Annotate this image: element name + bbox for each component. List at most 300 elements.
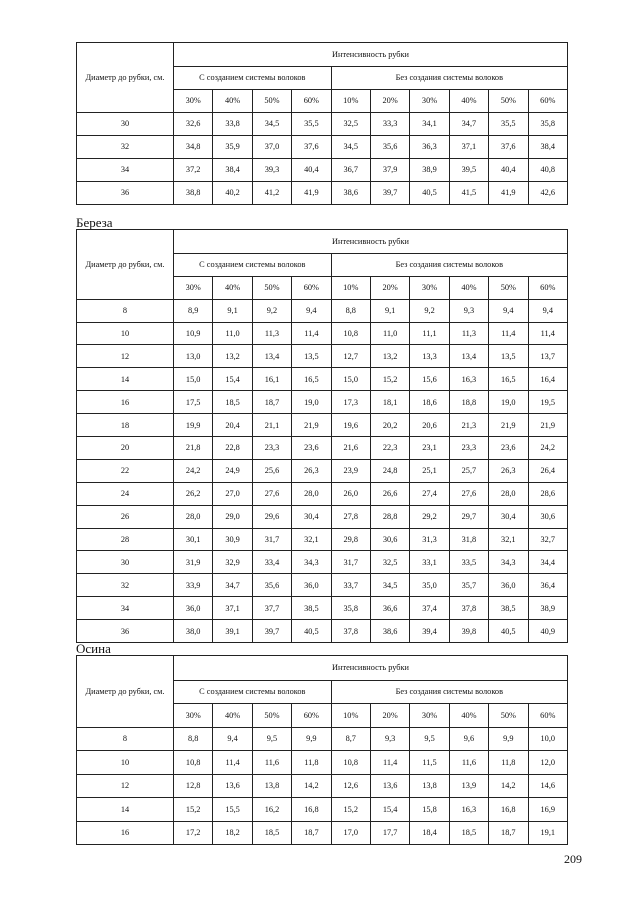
value-cell: 33,5 <box>449 551 488 574</box>
diameter-cell: 28 <box>77 528 174 551</box>
value-cell: 9,4 <box>528 299 568 322</box>
value-cell: 34,1 <box>410 113 449 136</box>
value-cell: 13,2 <box>370 345 409 368</box>
value-cell: 21,9 <box>489 414 528 437</box>
value-cell: 11,5 <box>410 751 449 775</box>
value-cell: 25,1 <box>410 459 449 482</box>
value-cell: 17,2 <box>174 821 213 845</box>
value-cell: 9,1 <box>213 299 252 322</box>
value-cell: 29,8 <box>331 528 370 551</box>
value-cell: 10,0 <box>528 727 568 751</box>
value-cell: 8,9 <box>174 299 213 322</box>
value-cell: 27,4 <box>410 482 449 505</box>
value-cell: 38,5 <box>292 597 331 620</box>
table-row <box>77 299 568 322</box>
value-cell: 34,5 <box>331 136 370 159</box>
value-cell: 17,5 <box>174 391 213 414</box>
value-cell: 28,6 <box>528 482 568 505</box>
diameter-cell: 34 <box>77 597 174 620</box>
intensity-header: Интенсивность рубки <box>174 230 568 254</box>
value-cell: 16,9 <box>528 798 568 822</box>
value-cell: 30,6 <box>528 505 568 528</box>
table-row <box>77 159 568 182</box>
intensity-header: Интенсивность рубки <box>174 43 568 67</box>
value-cell: 23,6 <box>292 437 331 460</box>
value-cell: 42,6 <box>528 182 568 205</box>
value-cell: 11,3 <box>449 322 488 345</box>
value-cell: 30,1 <box>174 528 213 551</box>
value-cell: 13,9 <box>449 774 488 798</box>
value-cell: 18,7 <box>252 391 291 414</box>
value-cell: 13,3 <box>410 345 449 368</box>
percent-header: 10% <box>331 90 370 113</box>
value-cell: 11,3 <box>252 322 291 345</box>
without-skid-header: Без создания системы волоков <box>331 67 567 90</box>
table-row <box>77 620 568 643</box>
value-cell: 35,5 <box>292 113 331 136</box>
percent-header: 60% <box>528 90 568 113</box>
value-cell: 33,7 <box>331 574 370 597</box>
value-cell: 11,6 <box>449 751 488 775</box>
value-cell: 36,3 <box>410 136 449 159</box>
diameter-cell: 8 <box>77 299 174 322</box>
value-cell: 35,8 <box>528 113 568 136</box>
value-cell: 13,0 <box>174 345 213 368</box>
percent-header: 40% <box>449 704 488 728</box>
percent-header: 40% <box>213 704 252 728</box>
value-cell: 36,0 <box>174 597 213 620</box>
value-cell: 30,4 <box>292 505 331 528</box>
data-table <box>76 229 568 643</box>
table-row <box>77 528 568 551</box>
value-cell: 15,5 <box>213 798 252 822</box>
value-cell: 25,6 <box>252 459 291 482</box>
value-cell: 28,0 <box>489 482 528 505</box>
diameter-cell: 30 <box>77 113 174 136</box>
value-cell: 31,8 <box>449 528 488 551</box>
value-cell: 9,9 <box>292 727 331 751</box>
value-cell: 33,8 <box>213 113 252 136</box>
value-cell: 9,3 <box>449 299 488 322</box>
value-cell: 18,7 <box>489 821 528 845</box>
value-cell: 29,7 <box>449 505 488 528</box>
value-cell: 37,8 <box>449 597 488 620</box>
value-cell: 13,5 <box>489 345 528 368</box>
percent-header: 30% <box>410 704 449 728</box>
diameter-cell: 16 <box>77 821 174 845</box>
value-cell: 19,0 <box>292 391 331 414</box>
table-row <box>77 574 568 597</box>
value-cell: 36,6 <box>370 597 409 620</box>
value-cell: 21,9 <box>292 414 331 437</box>
with-skid-header: С созданием системы волоков <box>174 67 332 90</box>
value-cell: 34,3 <box>489 551 528 574</box>
value-cell: 17,0 <box>331 821 370 845</box>
value-cell: 40,8 <box>528 159 568 182</box>
percent-header: 50% <box>252 704 291 728</box>
value-cell: 35,5 <box>489 113 528 136</box>
percent-header: 40% <box>449 90 488 113</box>
value-cell: 38,9 <box>410 159 449 182</box>
value-cell: 11,4 <box>489 322 528 345</box>
diameter-cell: 30 <box>77 551 174 574</box>
diameter-header: Диаметр до рубки, см. <box>77 43 174 113</box>
percent-header: 20% <box>370 90 409 113</box>
value-cell: 9,4 <box>489 299 528 322</box>
percent-header: 50% <box>489 276 528 299</box>
value-cell: 36,4 <box>528 574 568 597</box>
value-cell: 38,0 <box>174 620 213 643</box>
value-cell: 16,8 <box>489 798 528 822</box>
value-cell: 15,2 <box>174 798 213 822</box>
value-cell: 17,3 <box>331 391 370 414</box>
table-row <box>77 345 568 368</box>
value-cell: 28,8 <box>370 505 409 528</box>
value-cell: 11,8 <box>292 751 331 775</box>
value-cell: 19,0 <box>489 391 528 414</box>
value-cell: 13,8 <box>252 774 291 798</box>
percent-header: 60% <box>528 276 568 299</box>
value-cell: 36,7 <box>331 159 370 182</box>
value-cell: 19,6 <box>331 414 370 437</box>
value-cell: 10,8 <box>174 751 213 775</box>
value-cell: 34,7 <box>213 574 252 597</box>
table-row <box>77 597 568 620</box>
diameter-cell: 26 <box>77 505 174 528</box>
value-cell: 37,7 <box>252 597 291 620</box>
diameter-cell: 12 <box>77 345 174 368</box>
value-cell: 35,7 <box>449 574 488 597</box>
value-cell: 41,5 <box>449 182 488 205</box>
percent-header: 30% <box>174 276 213 299</box>
value-cell: 39,4 <box>410 620 449 643</box>
value-cell: 18,5 <box>449 821 488 845</box>
diameter-cell: 16 <box>77 391 174 414</box>
value-cell: 9,1 <box>370 299 409 322</box>
value-cell: 40,4 <box>292 159 331 182</box>
value-cell: 15,8 <box>410 798 449 822</box>
value-cell: 37,2 <box>174 159 213 182</box>
value-cell: 23,3 <box>252 437 291 460</box>
value-cell: 38,6 <box>370 620 409 643</box>
value-cell: 20,6 <box>410 414 449 437</box>
value-cell: 31,9 <box>174 551 213 574</box>
value-cell: 29,0 <box>213 505 252 528</box>
value-cell: 32,6 <box>174 113 213 136</box>
value-cell: 38,9 <box>528 597 568 620</box>
value-cell: 24,2 <box>174 459 213 482</box>
value-cell: 19,5 <box>528 391 568 414</box>
value-cell: 33,3 <box>370 113 409 136</box>
value-cell: 24,9 <box>213 459 252 482</box>
value-cell: 13,2 <box>213 345 252 368</box>
value-cell: 21,8 <box>174 437 213 460</box>
value-cell: 37,1 <box>213 597 252 620</box>
value-cell: 37,1 <box>449 136 488 159</box>
value-cell: 13,8 <box>410 774 449 798</box>
value-cell: 29,6 <box>252 505 291 528</box>
value-cell: 13,5 <box>292 345 331 368</box>
value-cell: 41,9 <box>292 182 331 205</box>
value-cell: 25,7 <box>449 459 488 482</box>
value-cell: 24,8 <box>370 459 409 482</box>
value-cell: 16,2 <box>252 798 291 822</box>
value-cell: 13,7 <box>528 345 568 368</box>
value-cell: 12,8 <box>174 774 213 798</box>
diameter-header: Диаметр до рубки, см. <box>77 656 174 728</box>
value-cell: 9,3 <box>370 727 409 751</box>
diameter-cell: 10 <box>77 751 174 775</box>
data-table <box>76 42 568 205</box>
value-cell: 41,9 <box>489 182 528 205</box>
value-cell: 35,6 <box>370 136 409 159</box>
value-cell: 38,4 <box>528 136 568 159</box>
value-cell: 27,8 <box>331 505 370 528</box>
value-cell: 15,0 <box>174 368 213 391</box>
value-cell: 34,5 <box>370 574 409 597</box>
value-cell: 18,7 <box>292 821 331 845</box>
value-cell: 14,6 <box>528 774 568 798</box>
table-aspen <box>76 655 567 845</box>
value-cell: 18,4 <box>410 821 449 845</box>
table-row <box>77 821 568 845</box>
value-cell: 36,0 <box>489 574 528 597</box>
value-cell: 40,5 <box>292 620 331 643</box>
value-cell: 32,5 <box>331 113 370 136</box>
value-cell: 37,4 <box>410 597 449 620</box>
value-cell: 13,6 <box>370 774 409 798</box>
value-cell: 11,8 <box>489 751 528 775</box>
value-cell: 32,5 <box>370 551 409 574</box>
value-cell: 14,2 <box>489 774 528 798</box>
table-row <box>77 727 568 751</box>
value-cell: 18,8 <box>449 391 488 414</box>
value-cell: 11,4 <box>370 751 409 775</box>
value-cell: 35,9 <box>213 136 252 159</box>
value-cell: 11,4 <box>292 322 331 345</box>
value-cell: 27,0 <box>213 482 252 505</box>
value-cell: 22,3 <box>370 437 409 460</box>
percent-header: 50% <box>489 704 528 728</box>
table-row <box>77 751 568 775</box>
percent-header: 60% <box>292 704 331 728</box>
section-title-aspen: Осина <box>76 641 111 656</box>
value-cell: 15,4 <box>370 798 409 822</box>
value-cell: 23,6 <box>489 437 528 460</box>
value-cell: 12,7 <box>331 345 370 368</box>
value-cell: 16,5 <box>292 368 331 391</box>
without-skid-header: Без создания системы волоков <box>331 253 567 276</box>
value-cell: 23,3 <box>449 437 488 460</box>
percent-header: 40% <box>449 276 488 299</box>
value-cell: 32,7 <box>528 528 568 551</box>
value-cell: 16,3 <box>449 368 488 391</box>
value-cell: 41,2 <box>252 182 291 205</box>
diameter-cell: 8 <box>77 727 174 751</box>
value-cell: 39,7 <box>252 620 291 643</box>
table-row <box>77 368 568 391</box>
value-cell: 34,3 <box>292 551 331 574</box>
value-cell: 37,6 <box>292 136 331 159</box>
value-cell: 16,4 <box>528 368 568 391</box>
value-cell: 27,6 <box>449 482 488 505</box>
value-cell: 31,7 <box>331 551 370 574</box>
value-cell: 11,0 <box>213 322 252 345</box>
value-cell: 38,8 <box>174 182 213 205</box>
value-cell: 19,9 <box>174 414 213 437</box>
value-cell: 18,5 <box>213 391 252 414</box>
diameter-cell: 24 <box>77 482 174 505</box>
diameter-cell: 10 <box>77 322 174 345</box>
value-cell: 40,9 <box>528 620 568 643</box>
header-row <box>77 656 568 681</box>
value-cell: 11,1 <box>410 322 449 345</box>
header-row <box>77 230 568 254</box>
value-cell: 37,9 <box>370 159 409 182</box>
diameter-cell: 20 <box>77 437 174 460</box>
value-cell: 40,4 <box>489 159 528 182</box>
table-birch <box>76 229 567 643</box>
value-cell: 8,7 <box>331 727 370 751</box>
with-skid-header: С созданием системы волоков <box>174 253 332 276</box>
page-number: 209 <box>564 852 582 866</box>
value-cell: 29,2 <box>410 505 449 528</box>
value-cell: 37,6 <box>489 136 528 159</box>
value-cell: 8,8 <box>174 727 213 751</box>
value-cell: 11,4 <box>528 322 568 345</box>
value-cell: 20,2 <box>370 414 409 437</box>
value-cell: 32,1 <box>489 528 528 551</box>
value-cell: 35,0 <box>410 574 449 597</box>
value-cell: 10,8 <box>331 751 370 775</box>
value-cell: 9,5 <box>410 727 449 751</box>
table-row <box>77 798 568 822</box>
value-cell: 9,4 <box>213 727 252 751</box>
value-cell: 8,8 <box>331 299 370 322</box>
value-cell: 39,3 <box>252 159 291 182</box>
percent-header: 30% <box>410 90 449 113</box>
value-cell: 26,0 <box>331 482 370 505</box>
table-row <box>77 113 568 136</box>
value-cell: 30,4 <box>489 505 528 528</box>
percent-header: 40% <box>213 276 252 299</box>
value-cell: 30,6 <box>370 528 409 551</box>
diameter-cell: 14 <box>77 798 174 822</box>
percent-header: 50% <box>252 90 291 113</box>
percent-header: 30% <box>174 90 213 113</box>
value-cell: 15,2 <box>331 798 370 822</box>
value-cell: 35,8 <box>331 597 370 620</box>
diameter-cell: 32 <box>77 136 174 159</box>
table-continued <box>76 42 567 205</box>
diameter-cell: 36 <box>77 620 174 643</box>
table-row <box>77 322 568 345</box>
value-cell: 16,1 <box>252 368 291 391</box>
value-cell: 16,5 <box>489 368 528 391</box>
table-row <box>77 459 568 482</box>
percent-header: 30% <box>174 704 213 728</box>
value-cell: 33,1 <box>410 551 449 574</box>
table-row <box>77 182 568 205</box>
value-cell: 15,6 <box>410 368 449 391</box>
table-row <box>77 136 568 159</box>
percent-header: 60% <box>528 704 568 728</box>
value-cell: 13,6 <box>213 774 252 798</box>
value-cell: 15,2 <box>370 368 409 391</box>
value-cell: 9,5 <box>252 727 291 751</box>
value-cell: 40,5 <box>489 620 528 643</box>
value-cell: 26,2 <box>174 482 213 505</box>
value-cell: 16,8 <box>292 798 331 822</box>
value-cell: 39,1 <box>213 620 252 643</box>
percent-header: 10% <box>331 276 370 299</box>
diameter-cell: 14 <box>77 368 174 391</box>
value-cell: 26,4 <box>528 459 568 482</box>
diameter-cell: 18 <box>77 414 174 437</box>
value-cell: 27,6 <box>252 482 291 505</box>
value-cell: 17,7 <box>370 821 409 845</box>
value-cell: 34,7 <box>449 113 488 136</box>
value-cell: 35,6 <box>252 574 291 597</box>
table-row <box>77 414 568 437</box>
diameter-cell: 32 <box>77 574 174 597</box>
percent-header: 20% <box>370 276 409 299</box>
value-cell: 18,6 <box>410 391 449 414</box>
value-cell: 21,3 <box>449 414 488 437</box>
value-cell: 16,3 <box>449 798 488 822</box>
value-cell: 9,2 <box>252 299 291 322</box>
value-cell: 36,0 <box>292 574 331 597</box>
value-cell: 13,4 <box>449 345 488 368</box>
value-cell: 23,1 <box>410 437 449 460</box>
value-cell: 32,9 <box>213 551 252 574</box>
value-cell: 37,0 <box>252 136 291 159</box>
value-cell: 9,6 <box>449 727 488 751</box>
value-cell: 24,2 <box>528 437 568 460</box>
percent-header: 50% <box>489 90 528 113</box>
diameter-cell: 36 <box>77 182 174 205</box>
value-cell: 12,6 <box>331 774 370 798</box>
value-cell: 13,4 <box>252 345 291 368</box>
value-cell: 28,0 <box>292 482 331 505</box>
value-cell: 11,6 <box>252 751 291 775</box>
value-cell: 19,1 <box>528 821 568 845</box>
value-cell: 9,9 <box>489 727 528 751</box>
value-cell: 10,8 <box>331 322 370 345</box>
section-title-birch: Береза <box>76 215 113 230</box>
header-row <box>77 43 568 67</box>
value-cell: 18,2 <box>213 821 252 845</box>
value-cell: 37,8 <box>331 620 370 643</box>
value-cell: 34,4 <box>528 551 568 574</box>
value-cell: 15,4 <box>213 368 252 391</box>
value-cell: 22,8 <box>213 437 252 460</box>
value-cell: 18,1 <box>370 391 409 414</box>
diameter-cell: 12 <box>77 774 174 798</box>
with-skid-header: С созданием системы волоков <box>174 680 332 704</box>
value-cell: 14,2 <box>292 774 331 798</box>
value-cell: 11,0 <box>370 322 409 345</box>
diameter-header: Диаметр до рубки, см. <box>77 230 174 300</box>
percent-header: 40% <box>213 90 252 113</box>
value-cell: 39,7 <box>370 182 409 205</box>
percent-header: 60% <box>292 90 331 113</box>
data-table <box>76 655 568 845</box>
table-row <box>77 774 568 798</box>
percent-header: 30% <box>410 276 449 299</box>
value-cell: 40,5 <box>410 182 449 205</box>
value-cell: 26,3 <box>292 459 331 482</box>
